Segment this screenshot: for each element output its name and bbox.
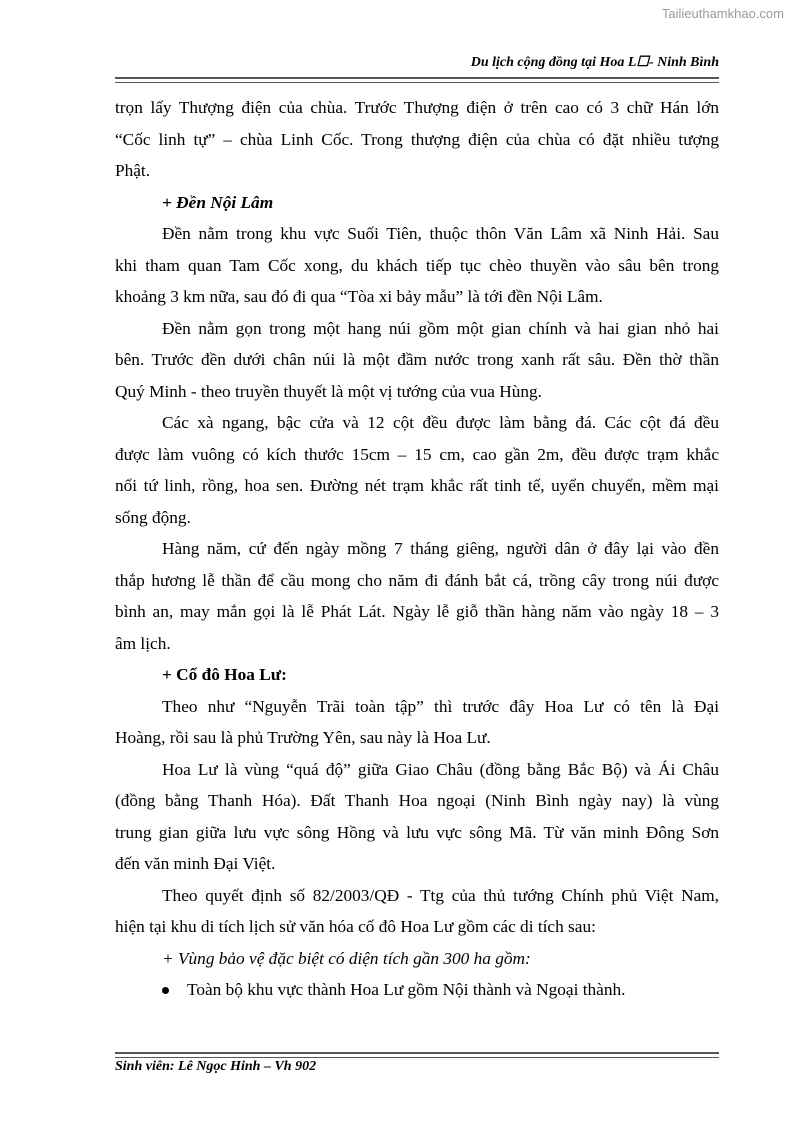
text-line: Hoa Lư là vùng “quá độ” giữa Giao Châu (đồng bằng Bắc Bộ) và Ái Châu <box>162 759 719 779</box>
footer-divider <box>115 1052 719 1058</box>
document-body <box>115 92 719 1006</box>
text-line: Các xà ngang, bậc cửa và 12 cột đều được làm bằng đá. Các cột đá đều <box>162 413 719 432</box>
text-line: bên. Trước đền dưới chân núi là một đầm nước trong xanh rất sâu. Đền thờ thần <box>115 350 719 369</box>
bullet-icon <box>162 987 169 994</box>
section-heading: + Đền Nội Lâm <box>162 192 274 212</box>
text-line: trung gian giữa lưu vực sông Hồng và lưu vực sông Mã. Từ văn minh Đông Sơn <box>115 822 719 842</box>
text-line: Quý Minh - theo truyền thuyết là một vị tướng của vua Hùng. <box>115 381 542 401</box>
watermark: Tailieuthamkhao.com <box>661 6 784 21</box>
text-line: Đền nằm trong khu vực Suối Tiên, thuộc thôn Văn Lâm xã Ninh Hải. Sau <box>162 224 719 243</box>
footer-author: Sinh viên: Lê Ngọc Hinh – Vh 902 <box>115 1059 317 1074</box>
text-line: khi tham quan Tam Cốc xong, du khách tiếp tục chèo thuyền vào sâu bên trong <box>115 255 719 275</box>
text-line: Theo như “Nguyễn Trãi toàn tập” thì trước đây Hoa Lư có tên là Đại <box>162 696 719 716</box>
bullet-item <box>115 974 719 1006</box>
text-line: đến văn minh Đại Việt. <box>115 854 276 873</box>
text-line: “Cốc linh tự” – chùa Linh Cốc. Trong thượng điện của chùa có đặt nhiều tượng <box>115 129 719 149</box>
italic-subheading: + Vùng bảo vệ đặc biệt có diện tích gần 300 ha gồm: <box>162 948 531 968</box>
text-line: âm lịch. <box>115 633 171 653</box>
text-line: trọn lấy Thượng điện của chùa. Trước Thượng điện ở trên cao có 3 chữ Hán lớn <box>115 98 719 117</box>
text-line: được làm vuông có kích thước 15cm – 15 cm, cao gần 2m, đều được trạm khắc <box>115 444 719 464</box>
text-line: bình an, may mắn gọi là lễ Phát Lát. Ngày lễ giỗ thần hàng năm vào ngày 18 – 3 <box>115 602 719 621</box>
text-line: khoảng 3 km nữa, sau đó đi qua “Tòa xi bảy mẫu” là tới đền Nội Lâm. <box>115 287 603 306</box>
bullet-text: Toàn bộ khu vực thành Hoa Lư gồm Nội thành và Ngoại thành. <box>187 980 626 999</box>
text-line: Đền nằm gọn trong một hang núi gồm một gian chính và hai gian nhỏ hai <box>162 318 719 338</box>
text-line: (đồng bằng Thanh Hóa). Đất Thanh Hoa ngoại (Ninh Bình ngày nay) là vùng <box>115 791 719 810</box>
text-line: Phật. <box>115 161 151 180</box>
text-line: Hàng năm, cứ đến ngày mồng 7 tháng giêng, người dân ở đây lại vào đền <box>162 539 719 558</box>
text-line: thắp hương lễ thần để cầu mong cho năm đi đánh bắt cá, trồng cây trong núi được <box>115 570 719 590</box>
text-line: nổi tứ linh, rồng, hoa sen. Đường nét trạm khắc rất tinh tế, uyển chuyển, mềm mại <box>115 476 719 495</box>
text-line: Hoàng, rồi sau là phủ Trường Yên, sau này là Hoa Lư. <box>115 728 491 747</box>
text-line: Theo quyết định số 82/2003/QĐ - Ttg của thủ tướng Chính phủ Việt Nam, <box>162 885 719 905</box>
header-divider <box>115 77 719 83</box>
text-line: hiện tại khu di tích lịch sử văn hóa cố đô Hoa Lư gồm các di tích sau: <box>115 917 596 936</box>
section-heading: + Cố đô Hoa Lư: <box>162 665 287 684</box>
running-header: Du lịch cộng đồng tại Hoa L☐- Ninh Bình <box>470 55 719 70</box>
text-line: sống động. <box>115 507 191 527</box>
